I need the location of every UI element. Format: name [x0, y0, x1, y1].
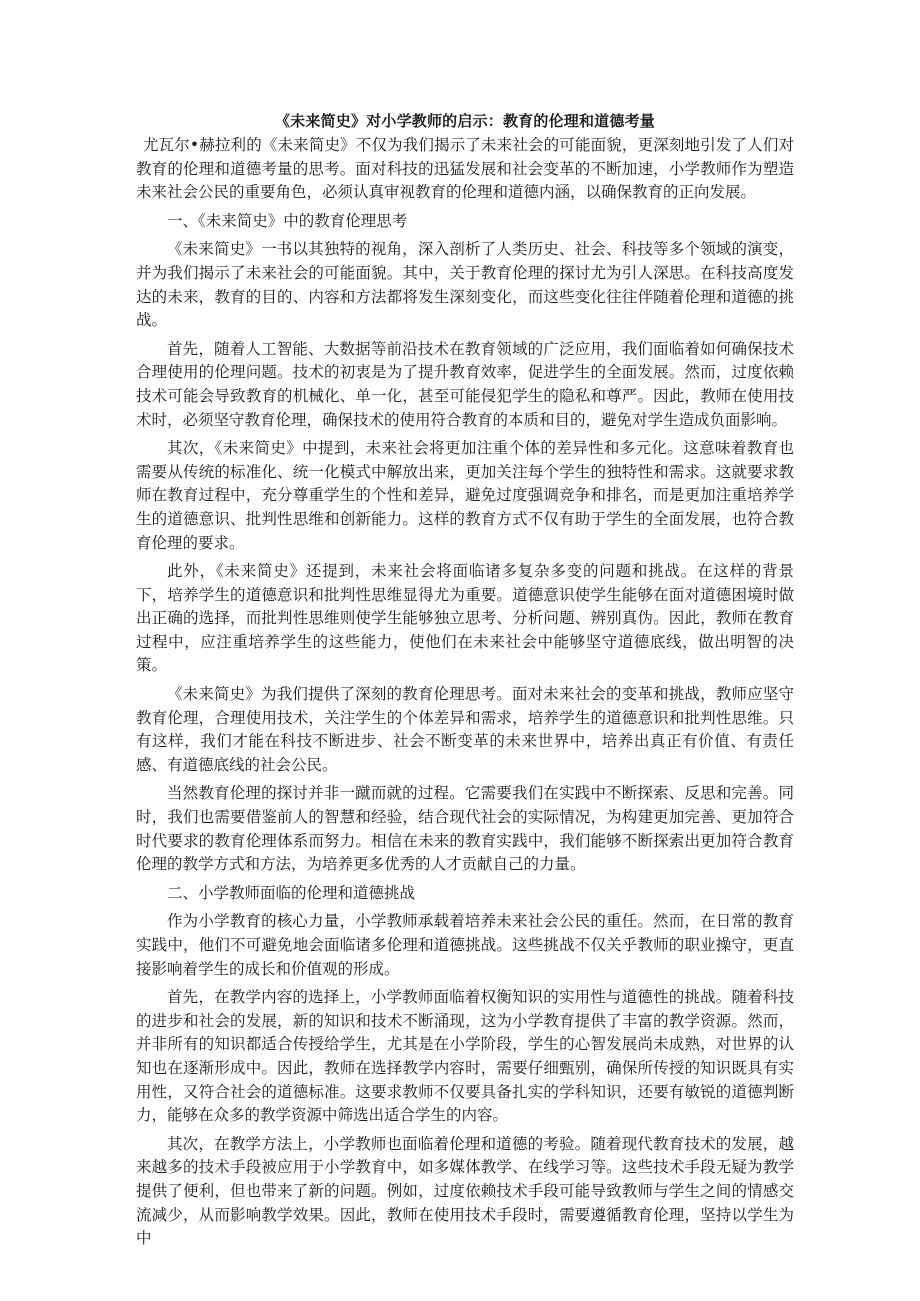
paragraph: 此外，《未来简史》还提到，未来社会将面临诸多复杂多变的问题和挑战。在这样的背景下，培养学生的道德意识和批判性思维显得尤为重要。道德意识使学生能够在面对道德困境时做出正确的选择，而批判性思维则使学生能够独立思考、分析问题、辨别真伪。因此，教师在教育过程中，应注重培养学生的这些能力，使他们在未来社会中能够坚守道德底线，做出明智的决策。	[136, 562, 794, 675]
paragraph: 当然教育伦理的探讨并非一蹴而就的过程。它需要我们在实践中不断探索、反思和完善。同时，我们也需要借鉴前人的智慧和经验，结合现代社会的实际情况，为构建更加完善、更加符合时代要求的教育伦理体系而努力。相信在未来的教育实践中，我们能够不断探索出更加符合教育伦理的教学方式和方法，为培养更多优秀的人才贡献自己的力量。	[136, 784, 794, 874]
paragraph: 首先，在教学内容的选择上，小学教师面临着权衡知识的实用性与道德性的挑战。随着科技的进步和社会的发展，新的知识和技术不断涌现，这为小学教育提供了丰富的教学资源。然而，并非所有的知识都适合传授给学生，尤其是在小学阶段，学生的心智发展尚未成熟，对世界的认知也在逐渐形成中。因此，教师在选择教学内容时，需要仔细甄别，确保所传授的知识既具有实用性，又符合社会的道德标准。这要求教师不仅要具备扎实的学科知识，还要有敏锐的道德判断力，能够在众多的教学资源中筛选出适合学生的内容。	[136, 988, 794, 1125]
paragraph: 《未来简史》为我们提供了深刻的教育伦理思考。面对未来社会的变革和挑战，教师应坚守教育伦理，合理使用技术，关注学生的个体差异和需求，培养学生的道德意识和批判性思维。只有这样，我们才能在科技不断进步、社会不断变革的未来世界中，培养出真正有价值、有责任感、有道德底线的社会公民。	[136, 685, 794, 774]
paragraph: 其次，在教学方法上，小学教师也面临着伦理和道德的考验。随着现代教育技术的发展，越来越多的技术手段被应用于小学教育中，如多媒体教学、在线学习等。这些技术手段无疑为教学提供了便利，但也带来了新的问题。例如，过度依赖技术手段可能导致教师与学生之间的情感交流减少，从而影响教学效果。因此，教师在使用技术手段时，需要遵循教育伦理，坚持以学生为中	[136, 1134, 794, 1248]
section-heading-2: 二、小学教师面临的伦理和道德挑战	[167, 883, 416, 902]
document-title: 《未来简史》对小学教师的启示：教育的伦理和道德考量	[274, 112, 655, 130]
paragraph-intro: 尤瓦尔•赫拉利的《未来简史》不仅为我们揭示了未来社会的可能面貌，更深刻地引发了人们对教育的伦理和道德考量的思考。面对科技的迅猛发展和社会变革的不断加速，小学教师作为塑造未来社会公民的重要角色，必须认真审视教育的伦理和道德内涵，以确保教育的正向发展。	[136, 136, 794, 202]
section-heading-1: 一、《未来简史》中的教育伦理思考	[167, 211, 408, 230]
document-body	[136, 110, 794, 1256]
paragraph: 首先，随着人工智能、大数据等前沿技术在教育领域的广泛应用，我们面临着如何确保技术合理使用的伦理问题。技术的初衷是为了提升教育效率，促进学生的全面发展。然而，过度依赖技术可能会导致教育的机械化、单一化，甚至可能侵犯学生的隐私和尊严。因此，教师在使用技术时，必须坚守教育伦理，确保技术的使用符合教育的本质和目的，避免对学生造成负面影响。	[136, 339, 794, 429]
paragraph: 《未来简史》一书以其独特的视角，深入剖析了人类历史、社会、科技等多个领域的演变，并为我们揭示了未来社会的可能面貌。其中，关于教育伦理的探讨尤为引人深思。在科技高度发达的未来，教育的目的、内容和方法都将发生深刻变化，而这些变化往往伴随着伦理和道德的挑战。	[136, 240, 794, 330]
paragraph: 作为小学教育的核心力量，小学教师承载着培养未来社会公民的重任。然而，在日常的教育实践中，他们不可避免地会面临诸多伦理和道德挑战。这些挑战不仅关乎教师的职业操守，更直接影响着学生的成长和价值观的形成。	[136, 912, 794, 978]
paragraph: 其次，《未来简史》中提到，未来社会将更加注重个体的差异性和多元化。这意味着教育也需要从传统的标准化、统一化模式中解放出来，更加关注每个学生的独特性和需求。这就要求教师在教育过程中，充分尊重学生的个性和差异，避免过度强调竞争和排名，而是更加注重培养学生的道德意识、批判性思维和创新能力。这样的教育方式不仅有助于学生的全面发展，也符合教育伦理的要求。	[136, 439, 794, 552]
